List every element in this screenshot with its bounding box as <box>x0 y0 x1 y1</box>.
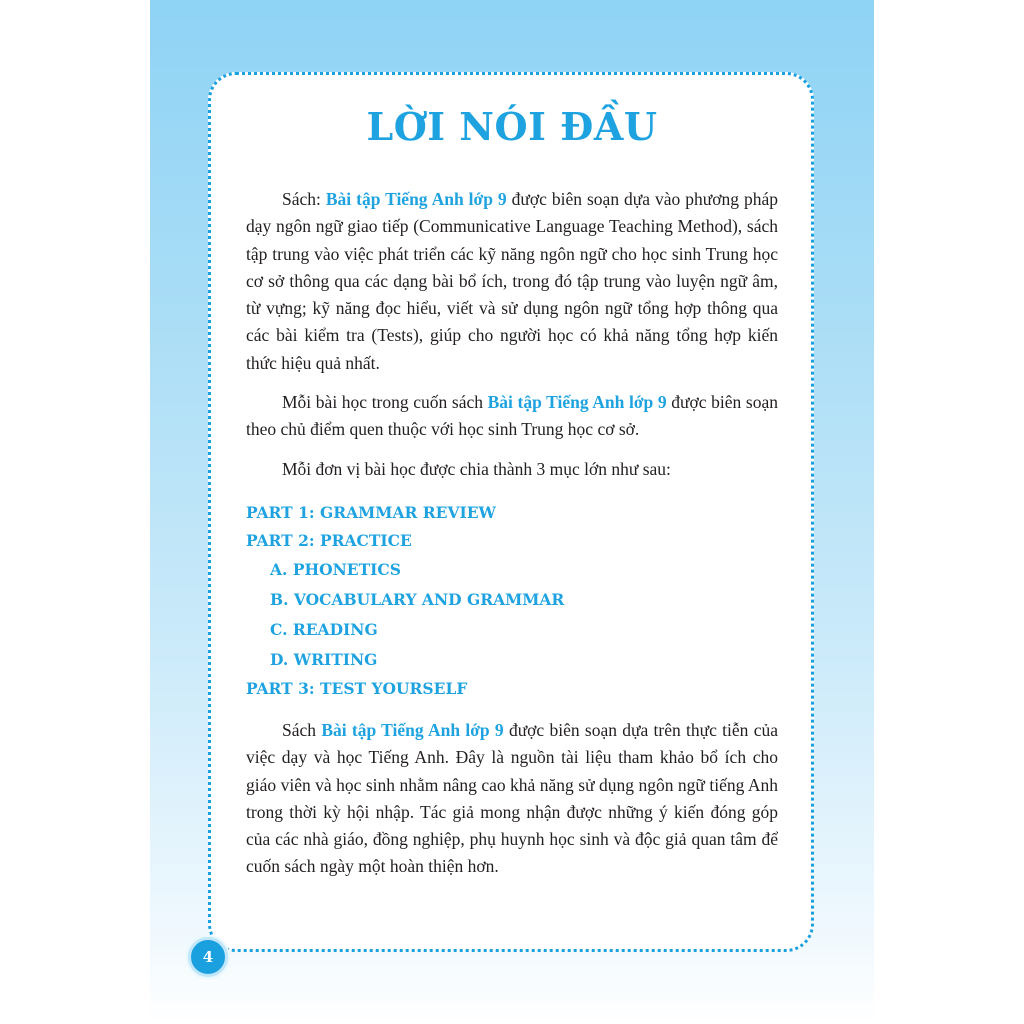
outline-sub-reading: C. READING <box>270 619 378 639</box>
paragraph-intro-rest: được biên soạn dựa vào phương pháp dạy ngôn ngữ giao tiếp (Communicative Language Teaching Method), sách tập trung vào việc phát triển các kỹ năng ngôn ngữ cho học sinh Trung học cơ sở thông qua các dạng bài bổ ích, trong đó tập trung vào luyện ngữ âm, từ vựng; kỹ năng đọc hiểu, viết và sử dụng ngôn ngữ tổng hợp thông qua các bài kiểm tra (Tests), giúp cho người học có khả năng tổng hợp kiến thức hiệu quả nhất. <box>246 189 778 373</box>
paragraph-lessons-rest: được biên soạn theo chủ điểm quen thuộc với học sinh Trung học cơ sở. <box>246 392 779 440</box>
book-title-highlight: Bài tập Tiếng Anh lớp 9 <box>321 719 504 740</box>
outline-sub-vocabulary-grammar: B. VOCABULARY AND GRAMMAR <box>270 589 565 609</box>
paragraph-closing-rest: được biên soạn dựa trên thực tiễn của việc dạy và học Tiếng Anh. Đây là nguồn tài liệu tham khảo bổ ích cho giáo viên và học sinh nhằm nâng cao khả năng sử dụng ngôn ngữ tiếng Anh trong thời kỳ hội nhập. Tác giả mong nhận được những ý kiến đóng góp của các nhà giáo, đồng nghiệp, phụ huynh học sinh và độc giả quan tâm để cuốn sách ngày một hoàn thiện hơn. <box>246 719 778 877</box>
outline-part-3: PART 3: TEST YOURSELF <box>246 678 468 698</box>
outline-sub-phonetics: A. PHONETICS <box>270 559 401 579</box>
paragraph-units: Mỗi đơn vị bài học được chia thành 3 mục lớn như sau: <box>282 458 671 479</box>
book-page <box>150 0 874 1024</box>
page-number-badge: 4 <box>188 937 228 977</box>
paragraph-intro-lead: Sách: <box>282 189 326 209</box>
paragraph-intro <box>246 186 778 377</box>
book-title-highlight: Bài tập Tiếng Anh lớp 9 <box>325 189 507 209</box>
paragraph-closing <box>246 717 778 881</box>
preface-body <box>246 186 778 881</box>
paragraph-lessons-lead: Mỗi bài học trong cuốn sách <box>282 392 488 413</box>
outline-sub-writing: D. WRITING <box>270 649 378 669</box>
outline-part-1: PART 1: GRAMMAR REVIEW <box>246 502 496 522</box>
book-title-highlight: Bài tập Tiếng Anh lớp 9 <box>487 392 667 413</box>
paragraph-lessons <box>246 389 778 444</box>
unit-outline <box>246 499 778 703</box>
outline-part-2: PART 2: PRACTICE <box>246 530 412 550</box>
page-title: LỜI NÓI ĐẦU <box>366 104 658 149</box>
paragraph-closing-lead: Sách <box>282 719 322 740</box>
